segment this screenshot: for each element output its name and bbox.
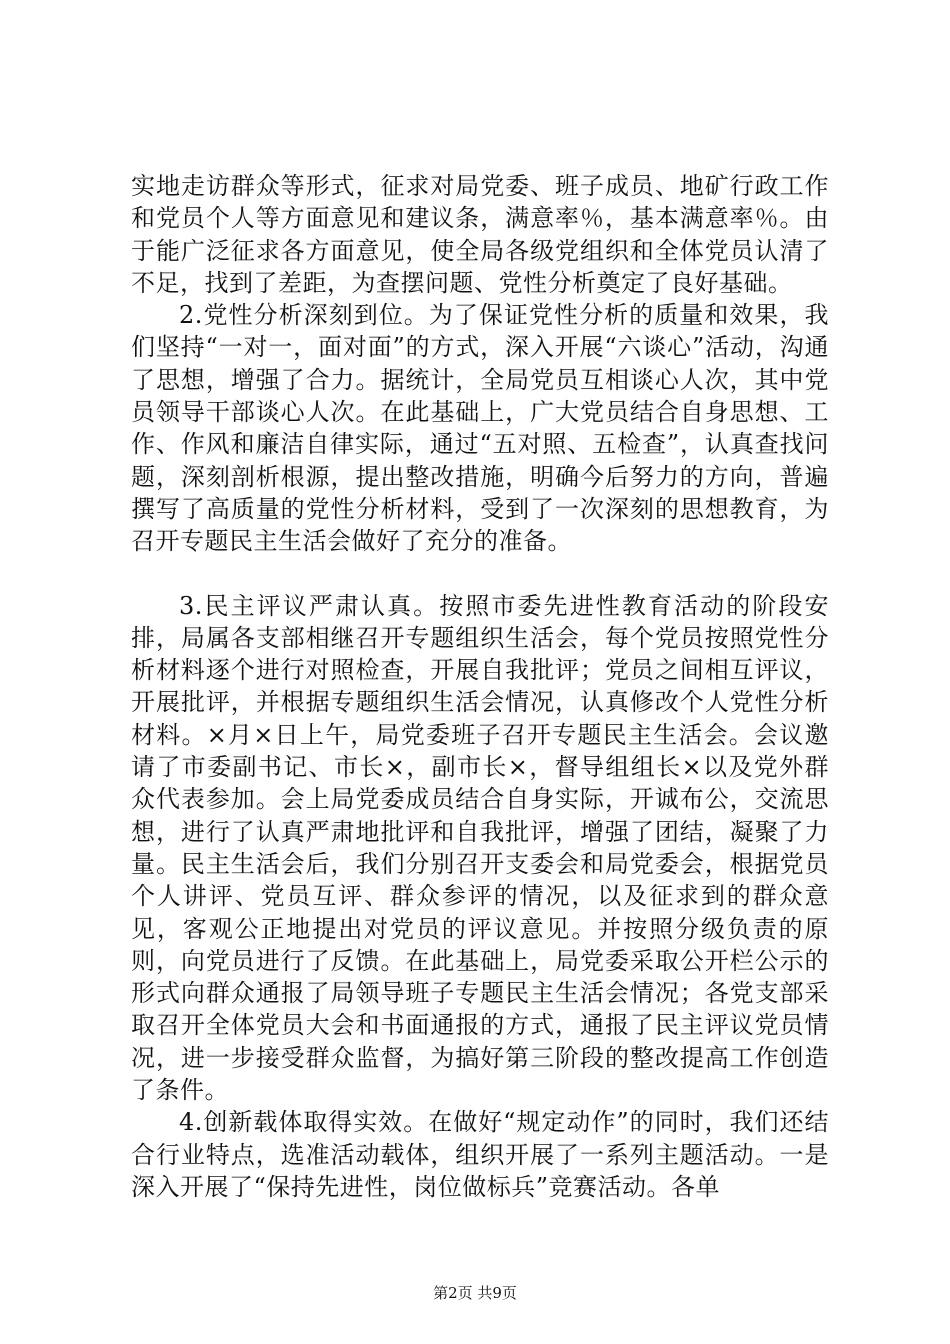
paragraph-continuation: 实地走访群众等形式，征求对局党委、班子成员、地矿行政工作和党员个人等方面意见和建议条，满意率％，基本满意率％。由于能广泛征求各方面意见，使全局各级党组织和全体党员认清了不足，找到了差距，为查摆问题、党性分析奠定了良好基础。	[131, 172, 829, 297]
document-body	[131, 170, 829, 1203]
paragraph-innovation-carrier: 4.创新载体取得实效。在做好“规定动作”的同时，我们还结合行业特点，选准活动载体，组织开展了一系列主题活动。一是深入开展了“保持先进性，岗位做标兵”竞赛活动。各单	[131, 1108, 829, 1201]
page-number-footer: 第2页 共9页	[433, 1284, 517, 1302]
paragraph-party-analysis: 2.党性分析深刻到位。为了保证党性分析的质量和效果，我们坚持“一对一，面对面”的方式，深入开展“六谈心”活动，沟通了思想，增强了合力。据统计，全局党员互相谈心人次，其中党员领导干部谈心人次。在此基础上，广大党员结合自身思想、工作、作风和廉洁自律实际，通过“五对照、五检查”，认真查找问题，深刻剖析根源，提出整改措施，明确今后努力的方向，普遍撰写了高质量的党性分析材料，受到了一次深刻的思想教育，为召开专题民主生活会做好了充分的准备。	[131, 301, 829, 556]
paragraph-democratic-review: 3.民主评议严肃认真。按照市委先进性教育活动的阶段安排，局属各支部相继召开专题组织生活会，每个党员按照党性分析材料逐个进行对照检查，开展自我批评；党员之间相互评议，开展批评，并根据专题组织生活会情况，认真修改个人党性分析材料。×月×日上午，局党委班子召开专题民主生活会。会议邀请了市委副书记、市长×，副市长×，督导组组长×以及党外群众代表参加。会上局党委成员结合自身实际，开诚布公，交流思想，进行了认真严肃地批评和自我批评，增强了团结，凝聚了力量。民主生活会后，我们分别召开支委会和局党委会，根据党员个人讲评、党员互评、群众参评的情况，以及征求到的群众意见，客观公正地提出对党员的评议意见。并按照分级负责的原则，向党员进行了反馈。在此基础上，局党委采取公开栏公示的形式向群众通报了局领导班子专题民主生活会情况；各党支部采取召开全体党员大会和书面通报的方式，通报了民主评议党员情况，进一步接受群众监督，为搞好第三阶段的整改提高工作创造了条件。	[131, 591, 829, 1105]
